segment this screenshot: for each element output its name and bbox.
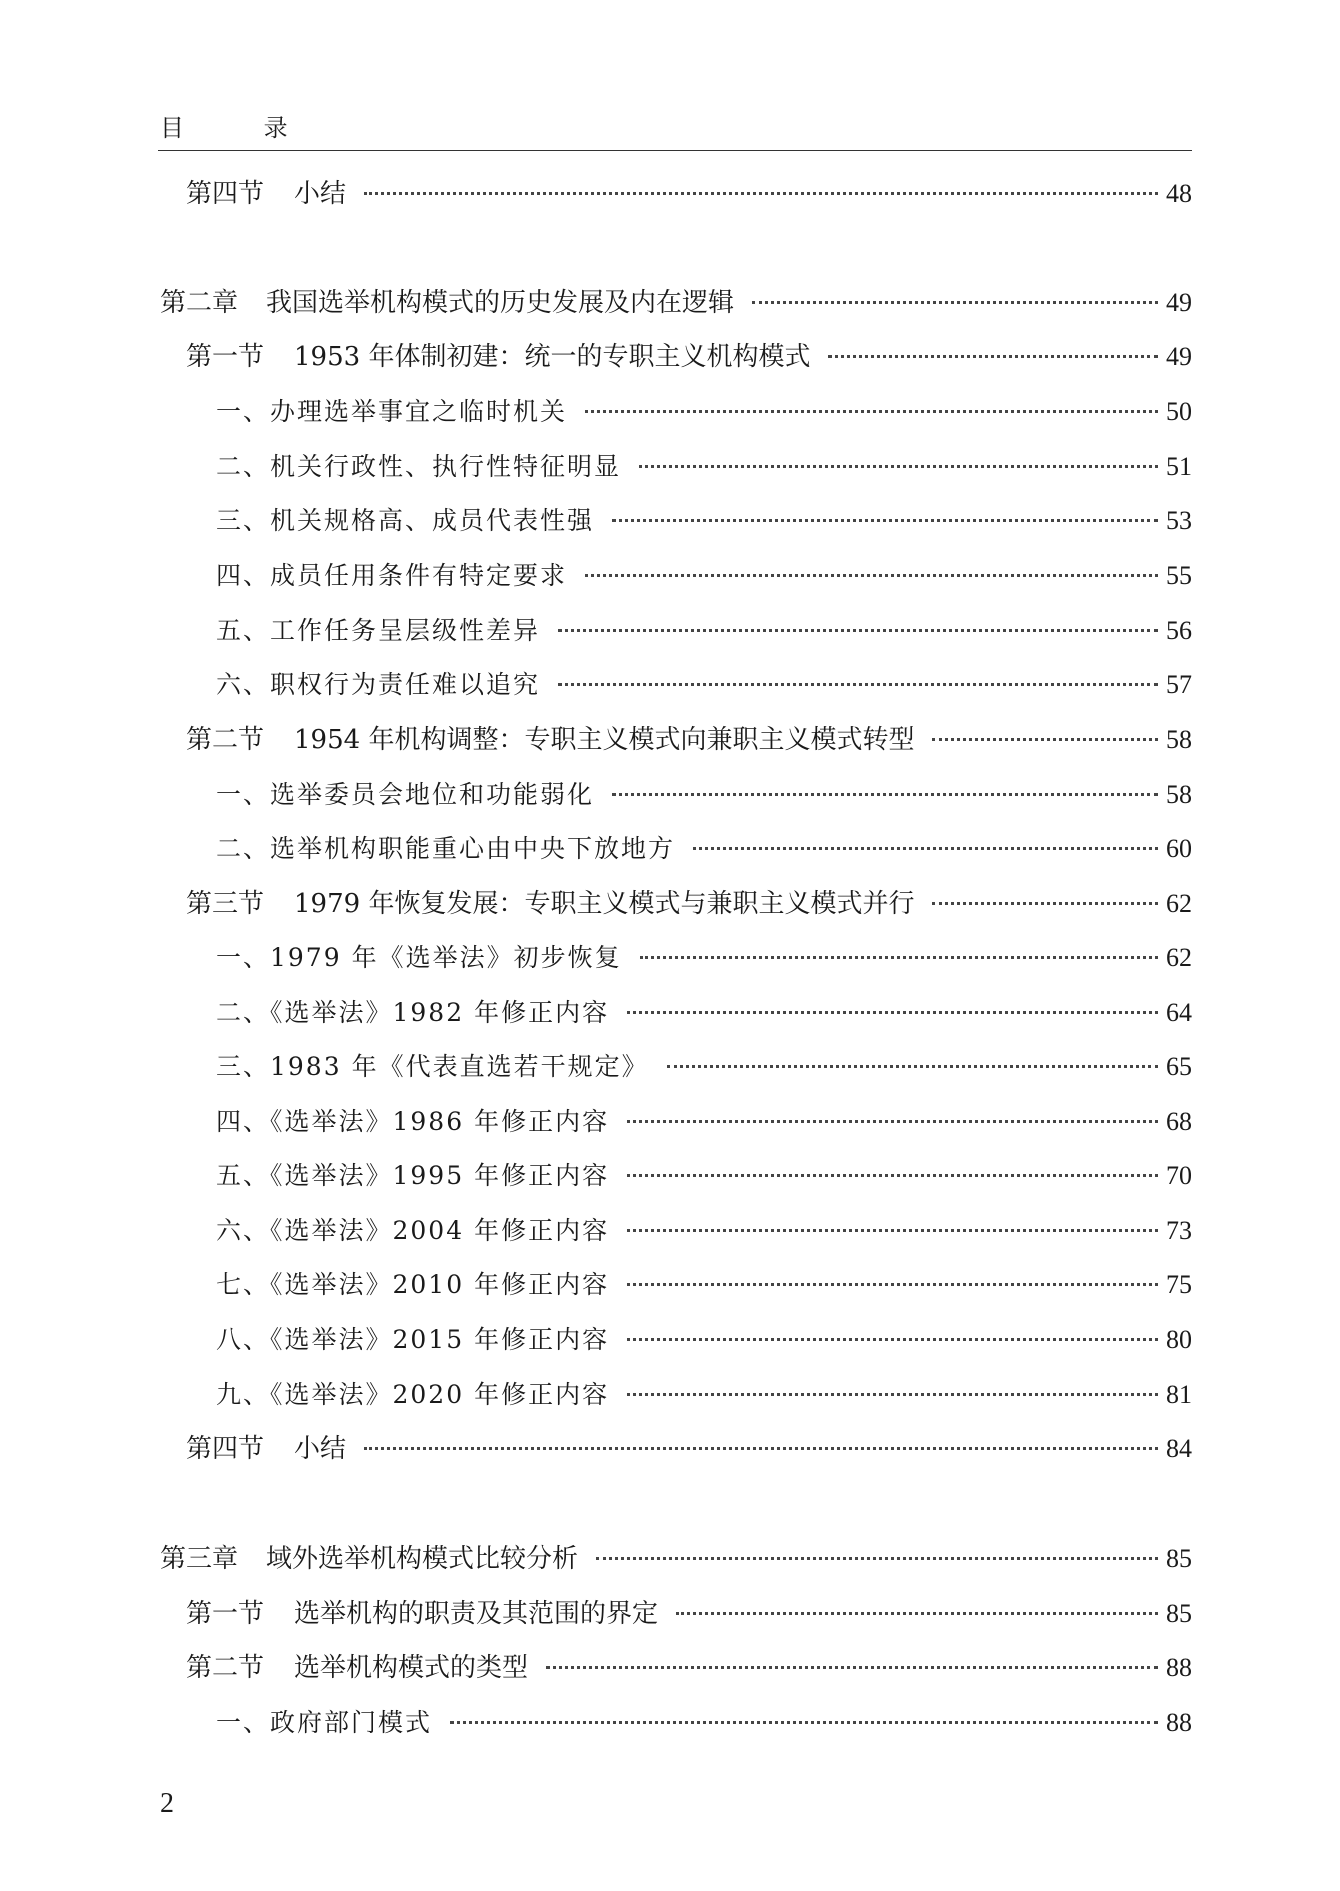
dot-leader bbox=[450, 1721, 1158, 1724]
toc-entry-page-number: 58 bbox=[1166, 780, 1192, 809]
toc-entry-page-number: 56 bbox=[1166, 616, 1192, 645]
toc-entry-section[interactable] bbox=[186, 723, 1192, 757]
toc-entry-chapter[interactable] bbox=[160, 286, 1192, 320]
toc-entry-item[interactable] bbox=[216, 395, 1192, 429]
toc-entry-item[interactable] bbox=[216, 1214, 1192, 1248]
toc-entry-item[interactable] bbox=[216, 504, 1192, 538]
toc-entry-item[interactable] bbox=[216, 996, 1192, 1030]
toc-entry-title: 六、职权行为责任难以追究 bbox=[216, 670, 541, 699]
toc-entry-item[interactable] bbox=[216, 559, 1192, 593]
toc-entry-page-number: 88 bbox=[1166, 1708, 1192, 1737]
dot-leader bbox=[546, 1666, 1158, 1669]
toc-entry-label: 第一节 bbox=[186, 1599, 265, 1629]
toc-entry-item[interactable] bbox=[216, 614, 1192, 648]
toc-entry-label: 第二节 bbox=[186, 1653, 265, 1683]
dot-leader bbox=[364, 1447, 1158, 1450]
toc-entry-item[interactable] bbox=[216, 450, 1192, 484]
toc-entry-title: 1954 年机构调整：专职主义模式向兼职主义模式转型 bbox=[294, 725, 915, 755]
dot-leader bbox=[627, 1011, 1158, 1014]
dot-leader bbox=[693, 847, 1158, 850]
header-rule bbox=[158, 150, 1192, 151]
dot-leader bbox=[627, 1120, 1158, 1123]
dot-leader bbox=[558, 683, 1158, 686]
toc-entry-page-number: 53 bbox=[1166, 506, 1192, 535]
toc-entry-page-number: 50 bbox=[1166, 397, 1192, 426]
toc-entry-title: 六、《选举法》2004 年修正内容 bbox=[216, 1216, 610, 1245]
toc-entry-label: 第二章 bbox=[160, 288, 239, 318]
toc-entry-item[interactable] bbox=[216, 778, 1192, 812]
toc-entry-page-number: 88 bbox=[1166, 1653, 1192, 1682]
toc-entry-title: 八、《选举法》2015 年修正内容 bbox=[216, 1325, 610, 1354]
toc-entry-item[interactable] bbox=[216, 1378, 1192, 1412]
toc-entry-title: 九、《选举法》2020 年修正内容 bbox=[216, 1380, 610, 1409]
dot-leader bbox=[752, 301, 1158, 304]
toc-entry-page-number: 80 bbox=[1166, 1325, 1192, 1354]
toc-entry-title: 二、选举机构职能重心由中央下放地方 bbox=[216, 834, 676, 863]
dot-leader bbox=[639, 465, 1158, 468]
toc-entry-page-number: 70 bbox=[1166, 1161, 1192, 1190]
toc-entry-title: 选举机构模式的类型 bbox=[294, 1653, 529, 1683]
toc-entry-page-number: 51 bbox=[1166, 452, 1192, 481]
toc-entry-title: 一、政府部门模式 bbox=[216, 1708, 433, 1737]
toc-entry-title: 1953 年体制初建：统一的专职主义机构模式 bbox=[294, 342, 811, 372]
toc-entry-item[interactable] bbox=[216, 668, 1192, 702]
dot-leader bbox=[627, 1174, 1158, 1177]
toc-entry-page-number: 58 bbox=[1166, 725, 1192, 754]
toc-entry-item[interactable] bbox=[216, 1050, 1192, 1084]
toc-entry-section[interactable] bbox=[186, 1597, 1192, 1631]
dot-leader bbox=[558, 629, 1158, 632]
toc-entry-page-number: 73 bbox=[1166, 1216, 1192, 1245]
dot-leader bbox=[932, 902, 1158, 905]
dot-leader bbox=[364, 192, 1158, 195]
toc-entry-title: 四、成员任用条件有特定要求 bbox=[216, 561, 568, 590]
dot-leader bbox=[612, 793, 1158, 796]
toc-entry-title: 小结 bbox=[294, 1434, 347, 1464]
toc-entry-page-number: 62 bbox=[1166, 889, 1192, 918]
toc-entry-item[interactable] bbox=[216, 1706, 1192, 1740]
dot-leader bbox=[627, 1338, 1158, 1341]
toc-entry-label: 第三章 bbox=[160, 1544, 239, 1574]
toc-entry-title: 五、《选举法》1995 年修正内容 bbox=[216, 1161, 610, 1190]
toc-entry-item[interactable] bbox=[216, 1268, 1192, 1302]
dot-leader bbox=[667, 1065, 1158, 1068]
toc-entry-page-number: 65 bbox=[1166, 1052, 1192, 1081]
toc-entry-title: 三、1983 年《代表直选若干规定》 bbox=[216, 1052, 649, 1081]
toc-entry-section[interactable] bbox=[186, 340, 1192, 374]
toc-entry-item[interactable] bbox=[216, 1323, 1192, 1357]
toc-entry-section[interactable] bbox=[186, 1432, 1192, 1466]
dot-leader bbox=[676, 1612, 1158, 1615]
toc-entry-section[interactable] bbox=[186, 1651, 1192, 1685]
toc-entry-title: 七、《选举法》2010 年修正内容 bbox=[216, 1270, 610, 1299]
toc-entry-title: 域外选举机构模式比较分析 bbox=[266, 1544, 579, 1574]
toc-entry-page-number: 55 bbox=[1166, 561, 1192, 590]
toc-entry-title: 四、《选举法》1986 年修正内容 bbox=[216, 1107, 610, 1136]
toc-entry-title: 选举机构的职责及其范围的界定 bbox=[294, 1599, 659, 1629]
toc-entry-page-number: 49 bbox=[1166, 288, 1192, 317]
toc-entry-title: 一、办理选举事宜之临时机关 bbox=[216, 397, 568, 426]
toc-entry-label: 第二节 bbox=[186, 725, 265, 755]
dot-leader bbox=[627, 1393, 1158, 1396]
dot-leader bbox=[627, 1229, 1158, 1232]
toc-entry-page-number: 64 bbox=[1166, 998, 1192, 1027]
dot-leader bbox=[932, 738, 1158, 741]
toc-entry-page-number: 81 bbox=[1166, 1380, 1192, 1409]
toc-entry-item[interactable] bbox=[216, 1159, 1192, 1193]
page-number-folio: 2 bbox=[160, 1788, 174, 1819]
dot-leader bbox=[828, 355, 1158, 358]
dot-leader bbox=[612, 519, 1158, 522]
toc-entry-title: 三、机关规格高、成员代表性强 bbox=[216, 506, 595, 535]
toc-entry-page-number: 49 bbox=[1166, 342, 1192, 371]
toc-entry-page-number: 57 bbox=[1166, 670, 1192, 699]
dot-leader bbox=[640, 956, 1158, 959]
toc-entry-title: 我国选举机构模式的历史发展及内在逻辑 bbox=[266, 288, 735, 318]
toc-entry-item[interactable] bbox=[216, 941, 1192, 975]
toc-entry-item[interactable] bbox=[216, 1105, 1192, 1139]
running-head: 目 录 bbox=[160, 114, 324, 142]
toc-entry-label: 第一节 bbox=[186, 342, 265, 372]
toc-entry-chapter[interactable] bbox=[160, 1542, 1192, 1576]
toc-entry-label: 第四节 bbox=[186, 179, 265, 209]
dot-leader bbox=[596, 1557, 1158, 1560]
toc-entry-title: 二、机关行政性、执行性特征明显 bbox=[216, 452, 622, 481]
toc-entry-label: 第三节 bbox=[186, 889, 265, 919]
toc-entry-section[interactable] bbox=[186, 887, 1192, 921]
toc-entry-page-number: 85 bbox=[1166, 1544, 1192, 1573]
toc-entry-label: 第四节 bbox=[186, 1434, 265, 1464]
toc-entry-title: 1979 年恢复发展：专职主义模式与兼职主义模式并行 bbox=[294, 889, 915, 919]
toc-entry-page-number: 60 bbox=[1166, 834, 1192, 863]
toc-entry-title: 一、1979 年《选举法》初步恢复 bbox=[216, 943, 622, 972]
toc-entry-section[interactable] bbox=[186, 177, 1192, 211]
dot-leader bbox=[627, 1283, 1158, 1286]
dot-leader bbox=[585, 410, 1158, 413]
toc-entry-title: 二、《选举法》1982 年修正内容 bbox=[216, 998, 610, 1027]
toc-entry-page-number: 68 bbox=[1166, 1107, 1192, 1136]
toc-entry-page-number: 84 bbox=[1166, 1434, 1192, 1463]
toc-entry-page-number: 48 bbox=[1166, 179, 1192, 208]
dot-leader bbox=[585, 574, 1158, 577]
toc-entry-page-number: 75 bbox=[1166, 1270, 1192, 1299]
toc-entry-page-number: 85 bbox=[1166, 1599, 1192, 1628]
toc-entry-title: 小结 bbox=[294, 179, 347, 209]
toc-entry-title: 一、选举委员会地位和功能弱化 bbox=[216, 780, 595, 809]
toc-entry-page-number: 62 bbox=[1166, 943, 1192, 972]
toc-entry-title: 五、工作任务呈层级性差异 bbox=[216, 616, 541, 645]
toc-entry-item[interactable] bbox=[216, 832, 1192, 866]
